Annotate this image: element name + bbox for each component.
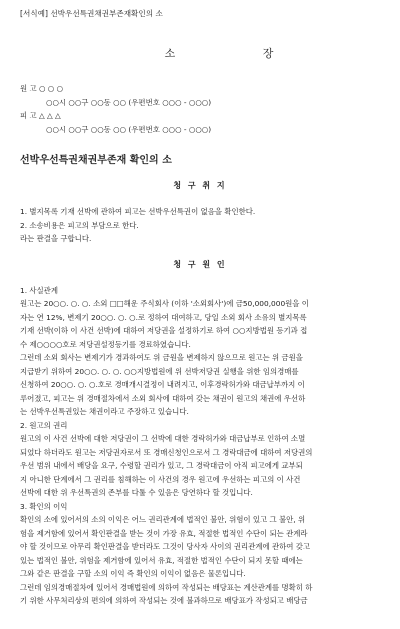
- cause-line: 야 할 것이므로 아무리 확인판결을 받더라도 그것이 당사자 사이의 권리관계에 관하여 갖고: [20, 542, 311, 551]
- cause-line: 2. 원고의 권리: [20, 421, 68, 430]
- claim-item: 2. 소송비용은 피고의 부담으로 한다.: [20, 221, 139, 230]
- cause-line: 1. 사실관계: [20, 286, 58, 295]
- cause-heading: 청 구 원 인: [173, 260, 227, 269]
- cause-line: 그와 같은 판결을 구할 소의 이익 즉 확인의 이익이 없음은 물론입니다.: [20, 569, 246, 578]
- claim-item: 1. 별지목록 기재 선박에 관하여 피고는 선박우선특권이 없음을 확인한다.: [20, 207, 256, 216]
- cause-line: 되었다 하더라도 원고는 저당권자로서 또 경매신청인으로서 그 경락대금에 대하여 저당권의: [20, 448, 313, 457]
- document-title: 소 장: [164, 47, 316, 60]
- cause-line: 있는 법적인 불안, 위험을 제거함에 있어서 유효, 적절한 법적인 수단이 되지 못할 때에는: [20, 556, 303, 565]
- cause-line: 지급받기 위하여 20○○. ○. ○. ○○지방법원에 위 선박저당권 실행을 위한 임의경매를: [20, 367, 299, 376]
- cause-line: 루어졌고, 피고는 위 경매절차에서 소외 회사에 대하여 갖는 채권이 원고의 채권에 우선하: [20, 394, 306, 403]
- cause-line: 자는 연 12%, 변제기 20○○. ○. ○.로 정하여 대여하고, 당일 소외 회사 소유의 별지목록: [20, 313, 307, 322]
- cause-line: 수 제○○○○호로 저당권설정등기를 경료하였습니다.: [20, 340, 191, 349]
- cause-line: 확인의 소에 있어서의 소의 이익은 어느 권리관계에 법적인 불안, 위험이 있고 그 불안, 위: [20, 515, 306, 524]
- claim-item: 라는 판결을 구합니다.: [20, 234, 92, 243]
- defendant-label: 피 고 △ △ △: [20, 111, 61, 120]
- cause-line: 원고의 이 사건 선박에 대한 저당권이 그 선박에 대한 경락허가와 대금납부로 인하여 소멸: [20, 434, 306, 443]
- plaintiff-address: ○○시 ○○구 ○○동 ○○ (우편번호 ○○○ - ○○○): [46, 98, 212, 107]
- cause-line: 원고는 20○○. ○. ○. 소외 □□해운 주식회사 (이하 '소외회사')에 금50,000,000원을 이: [20, 299, 309, 308]
- cause-line: 신청하여 20○○. ○. ○.호로 경매개시결정이 내려지고, 이후경락허가와 대금납부까지 이: [20, 380, 305, 389]
- cause-line: 지 아니한 단계에서 그 권리를 침해하는 이 사건의 경우 원고에 우선하는 피고의 이 사건: [20, 475, 301, 484]
- cause-line: 우선 범위 내에서 배당을 요구, 수령할 권리가 있고, 그 경락대금이 아직 피고에게 교부되: [20, 461, 303, 470]
- claim-heading: 청 구 취 지: [173, 181, 227, 190]
- cause-line: 그런데 소외 회사는 변제기가 경과하여도 위 금원을 변제하지 않으므로 원고는 위 금원을: [20, 353, 303, 362]
- cause-line: 3. 확인의 이익: [20, 502, 68, 511]
- cause-line: 선박에 대한 위 우선특권의 존부를 다툴 수 있음은 당연하다 할 것입니다.: [20, 488, 253, 497]
- cause-line: 기 위한 사무처리상의 편의에 의하여 작성되는 것에 불과하므로 배당표가 작성되고 배당금: [20, 596, 308, 605]
- cause-line: 기재 선박(이하 이 사건 선박)에 대하여 저당권을 설정하기로 하여 ○○지방법원 등기과 접: [20, 326, 308, 335]
- defendant-address: ○○시 ○○구 ○○동 ○○ (우편번호 ○○○ - ○○○): [46, 125, 212, 134]
- form-tag: [서식예] 선박우선특권채권부존재확인의 소: [20, 9, 163, 18]
- cause-line: 험을 제거함에 있어서 확인판결을 받는 것이 가장 유효, 적절한 법적인 수단이 되는 관계라: [20, 529, 308, 538]
- plaintiff-label: 원 고 ○ ○ ○: [20, 84, 64, 93]
- case-title: 선박우선특권채권부존재 확인의 소: [20, 155, 172, 166]
- cause-line: 그런데 임의경매절차에 있어서 경매법원에 의하여 작성되는 배당표는 계산관계를 명확히 하: [20, 583, 313, 592]
- cause-line: 는 선박우선특권있는 채권이라고 주장하고 있습니다.: [20, 407, 189, 416]
